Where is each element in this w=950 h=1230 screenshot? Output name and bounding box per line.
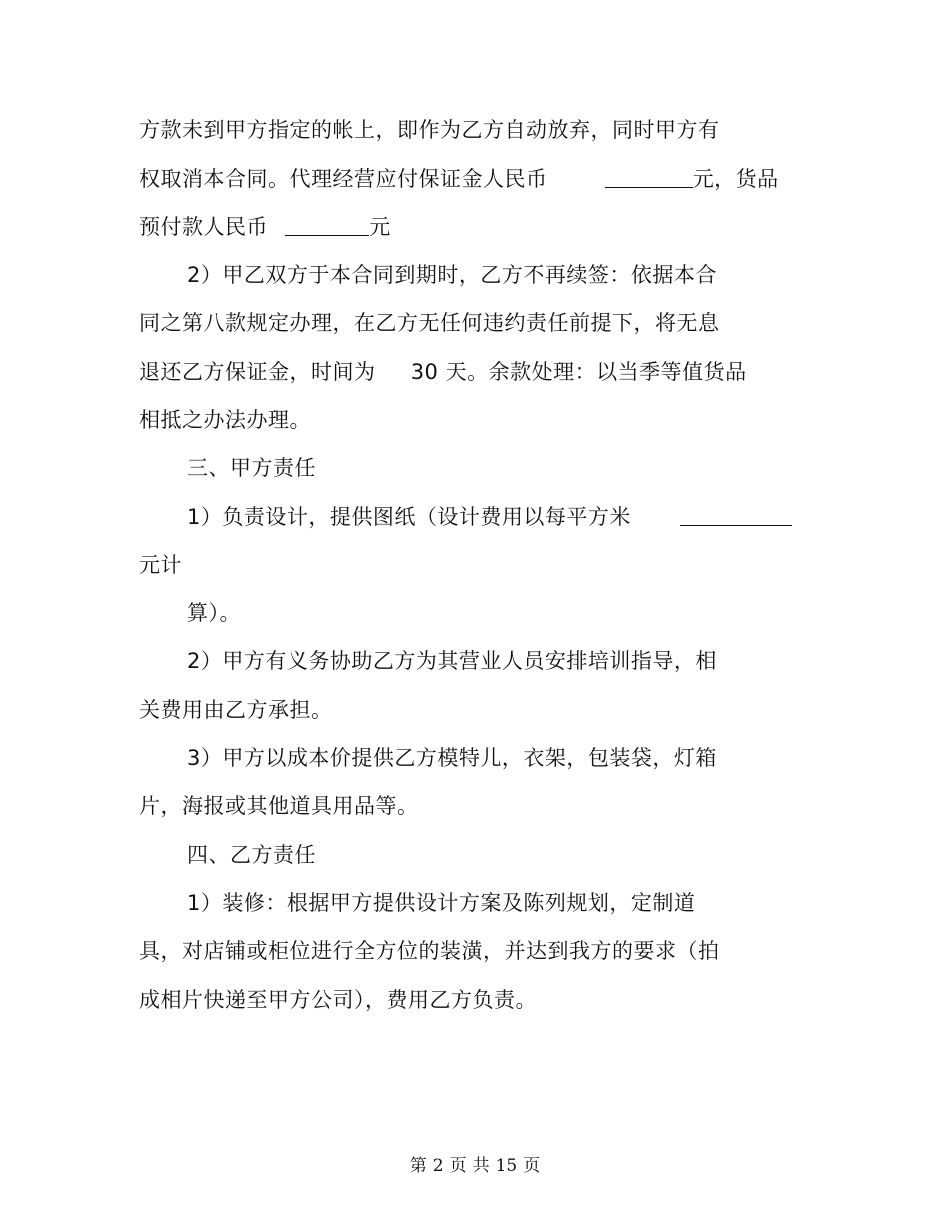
paragraph-line: 1）装修：根据甲方提供设计方案及陈列规划，定制道 — [187, 891, 696, 915]
paragraph-line: 成相片快递至甲方公司），费用乙方负责。 — [139, 988, 537, 1012]
page-footer — [0, 1155, 950, 1177]
fill-in-blank — [285, 215, 369, 236]
footer-total-word: 共 — [472, 1156, 490, 1176]
footer-page-word: 页 — [449, 1156, 467, 1176]
line-text: 退还乙方保证金，时间为 — [139, 360, 376, 384]
paragraph-line — [139, 359, 747, 385]
total-page-count: 15 — [495, 1156, 518, 1176]
paragraph-line: 2）甲乙双方于本合同到期时，乙方不再续签：依据本合 — [187, 263, 717, 287]
footer-prefix: 第 — [409, 1156, 427, 1176]
paragraph-line: 片，海报或其他道具用品等。 — [139, 794, 419, 818]
line-text: 预付款人民币 — [139, 215, 268, 239]
section-heading: 四、乙方责任 — [187, 843, 316, 867]
line-text: 元 — [369, 215, 391, 239]
line-text: 1）负责设计，提供图纸（设计费用以每平方米 — [187, 505, 631, 529]
paragraph-line — [139, 166, 779, 192]
paragraph-line: 元计 — [139, 553, 182, 577]
paragraph-line — [187, 504, 792, 530]
paragraph-line: 算）。 — [187, 601, 241, 625]
paragraph-line: 关费用由乙方承担。 — [139, 698, 333, 722]
paragraph-line: 方款未到甲方指定的帐上，即作为乙方自动放弃，同时甲方有 — [139, 118, 720, 142]
section-heading: 三、甲方责任 — [187, 456, 316, 480]
paragraph-line — [139, 214, 391, 240]
paragraph-line: 具，对店铺或柜位进行全方位的装潢，并达到我方的要求（拍 — [139, 939, 720, 963]
fill-in-blank — [605, 167, 693, 188]
paragraph-line: 相抵之办法办理。 — [139, 408, 311, 432]
line-text: 元，货品 — [692, 167, 779, 191]
footer-suffix: 页 — [523, 1156, 541, 1176]
paragraph-line: 3）甲方以成本价提供乙方模特儿，衣架，包装袋，灯箱 — [187, 746, 717, 770]
paragraph-line: 同之第八款规定办理，在乙方无任何违约责任前提下，将无息 — [139, 311, 720, 335]
fill-in-blank — [680, 505, 792, 526]
line-text: 权取消本合同。代理经营应付保证金人民币 — [139, 167, 548, 191]
paragraph-line: 2）甲方有义务协助乙方为其营业人员安排培训指导，相 — [187, 649, 717, 673]
line-text: 30 天。余款处理：以当季等值货品 — [410, 360, 747, 384]
current-page-number: 2 — [432, 1156, 444, 1176]
